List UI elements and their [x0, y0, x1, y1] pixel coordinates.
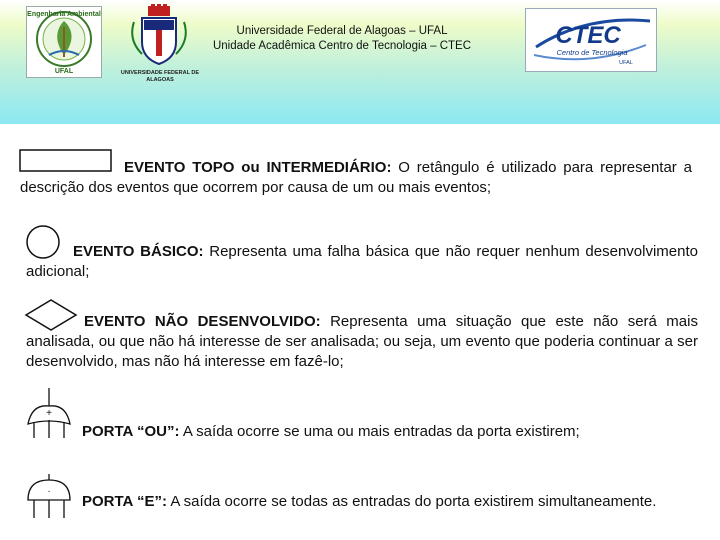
term-evento-nao-desenvolvido: EVENTO NÃO DESENVOLVIDO: — [84, 313, 321, 330]
term-porta-ou: PORTA “OU”: — [82, 423, 180, 440]
ctec-logo-ufal: UFAL — [619, 60, 633, 66]
university-name: Universidade Federal de Alagoas – UFAL — [236, 25, 448, 37]
or-gate-symbol: + — [46, 408, 52, 419]
term-evento-basico: EVENTO BÁSICO: — [73, 243, 204, 260]
eng-logo-title: Engenharia Ambiental — [27, 11, 101, 18]
term-evento-topo: EVENTO TOPO ou INTERMEDIÁRIO: — [124, 159, 392, 176]
desc-evento-basico: Representa uma falha básica que não requer nenhum desenvolvimento adicional; — [26, 243, 698, 280]
or-gate-icon — [24, 386, 80, 442]
ctec-logo-subtitle: Centro de Tecnologia — [556, 48, 628, 57]
ufal-caption: UNIVERSIDADE FEDERAL DE ALAGOAS — [120, 70, 200, 83]
term-porta-e: PORTA “E”: — [82, 493, 167, 510]
desc-evento-topo: O retângulo é utilizado para representar a descrição dos eventos que ocorrem por causa de um ou mais eventos; — [20, 159, 692, 196]
ctec-logo-text: CTEC — [555, 22, 621, 49]
slide-header — [0, 0, 720, 124]
institution-titles — [200, 24, 484, 54]
and-gate-symbol: · — [47, 486, 51, 497]
slide-content — [0, 124, 720, 540]
eng-logo-ufal: UFAL — [54, 68, 74, 75]
unit-name: Unidade Acadêmica Centro de Tecnologia – CTEC — [212, 40, 472, 52]
engenharia-ambiental-logo — [26, 6, 102, 78]
ctec-logo — [525, 8, 657, 72]
desc-porta-ou: A saída ocorre se uma ou mais entradas da porta existirem; — [179, 423, 580, 440]
desc-evento-nao-desenvolvido: Representa uma situação que este não será mais analisada, ou que não há interesse de ser analisada; ou seja, um evento que poderia continuar a ser desenvolvido, mas não há interesse em fazê-lo; — [26, 313, 698, 370]
desc-porta-e: A saída ocorre se todas as entradas do porta existirem simultaneamente. — [167, 493, 657, 510]
